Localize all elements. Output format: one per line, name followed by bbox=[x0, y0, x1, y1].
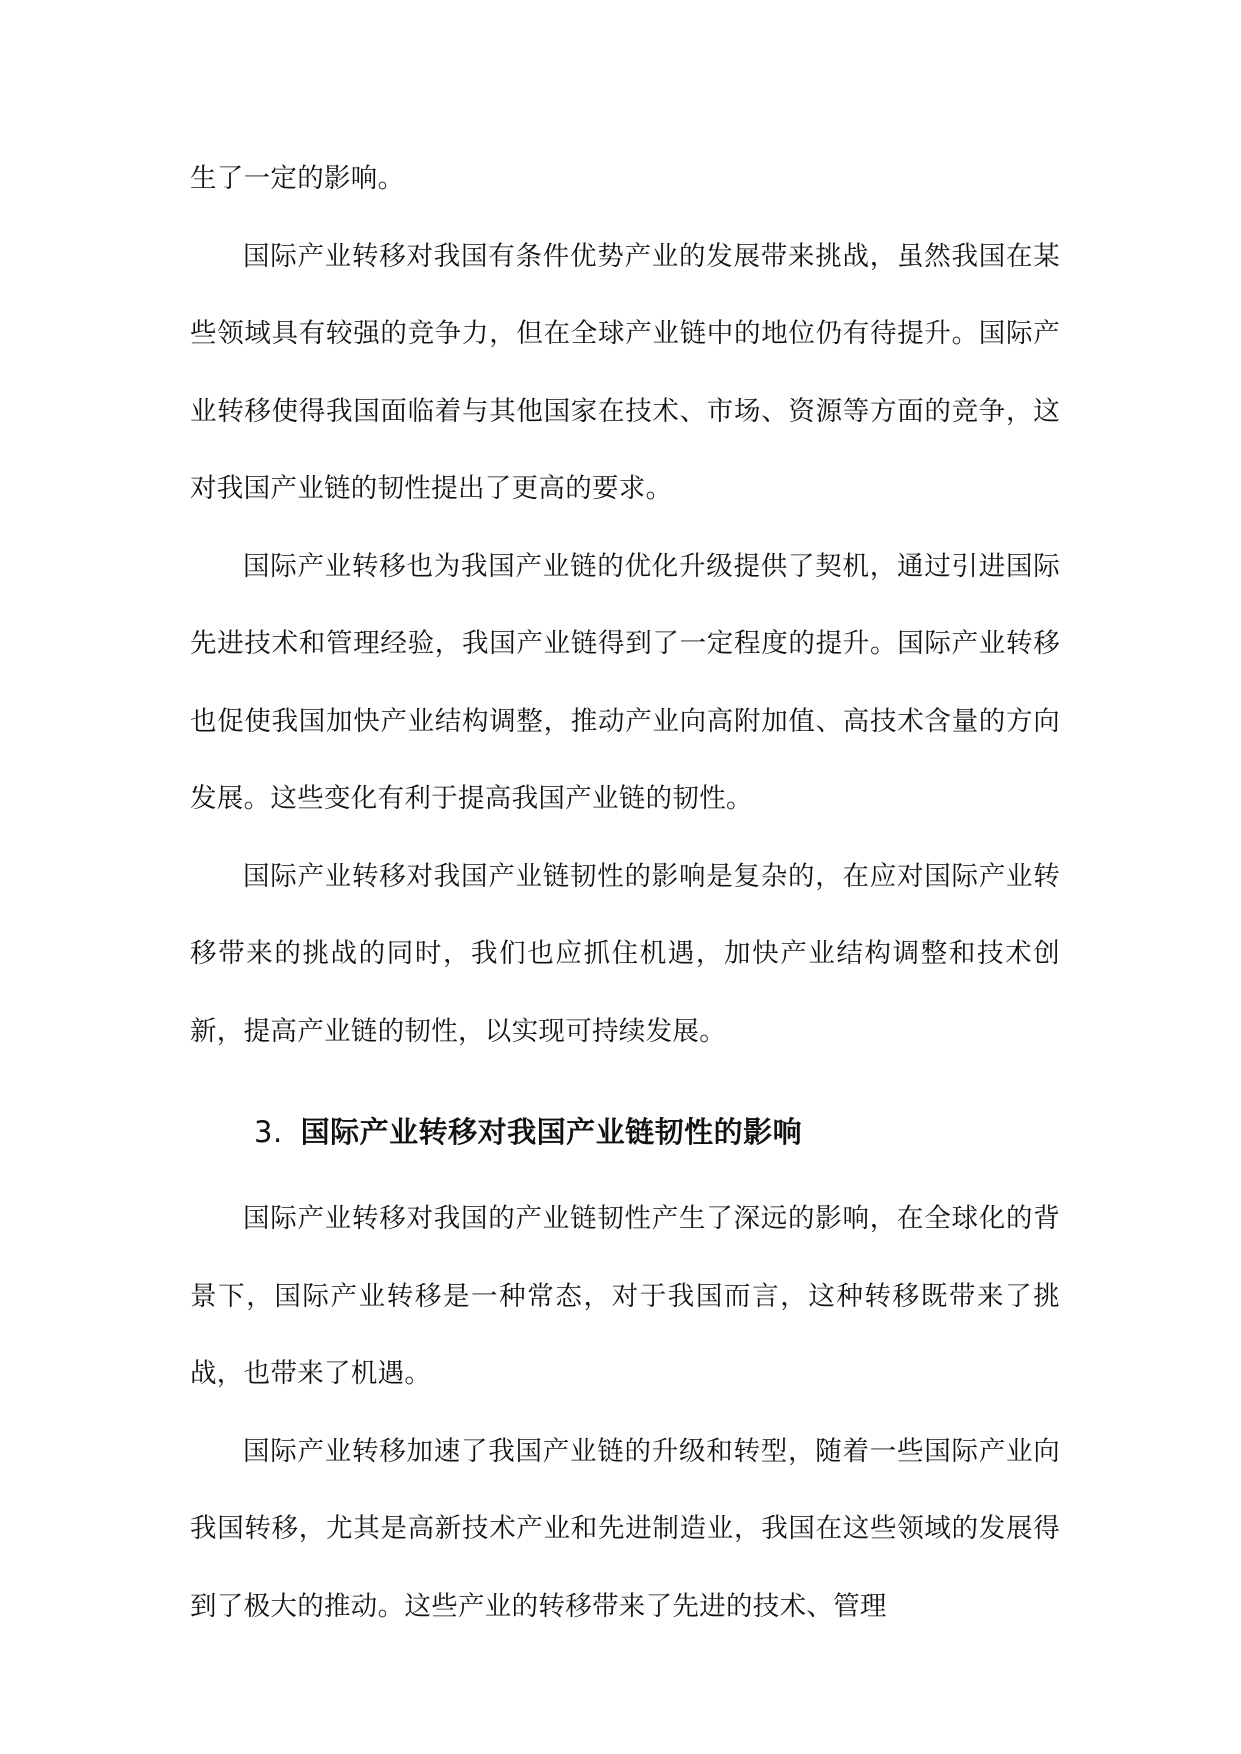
section-heading bbox=[190, 1084, 1060, 1180]
paragraph: 国际产业转移对我国的产业链韧性产生了深远的影响，在全球化的背景下，国际产业转移是一种常态，对于我国而言，这种转移既带来了挑战，也带来了机遇。 bbox=[190, 1203, 1060, 1389]
paragraph-continuation: 生了一定的影响。 bbox=[190, 163, 405, 194]
paragraph: 国际产业转移对我国产业链韧性的影响是复杂的，在应对国际产业转移带来的挑战的同时，我们也应抓住机遇，加快产业结构调整和技术创新，提高产业链的韧性，以实现可持续发展。 bbox=[190, 860, 1060, 1047]
section-title: 国际产业转移对我国产业链韧性的影响 bbox=[300, 1115, 803, 1149]
paragraph: 国际产业转移对我国有条件优势产业的发展带来挑战，虽然我国在某些领域具有较强的竞争力，但在全球产业链中的地位仍有待提升。国际产业转移使得我国面临着与其他国家在技术、市场、资源等方面的竞争，这对我国产业链的韧性提出了更高的要求。 bbox=[190, 240, 1060, 504]
document-body bbox=[190, 140, 1060, 1645]
paragraph: 国际产业转移也为我国产业链的优化升级提供了契机，通过引进国际先进技术和管理经验，我国产业链得到了一定程度的提升。国际产业转移也促使我国加快产业结构调整，推动产业向高附加值、高技术含量的方向发展。这些变化有利于提高我国产业链的韧性。 bbox=[190, 550, 1060, 814]
paragraph: 国际产业转移加速了我国产业链的升级和转型，随着一些国际产业向我国转移，尤其是高新技术产业和先进制造业，我国在这些领域的发展得到了极大的推动。这些产业的转移带来了先进的技术、管理 bbox=[190, 1435, 1060, 1622]
section-number: 3. bbox=[254, 1115, 283, 1149]
